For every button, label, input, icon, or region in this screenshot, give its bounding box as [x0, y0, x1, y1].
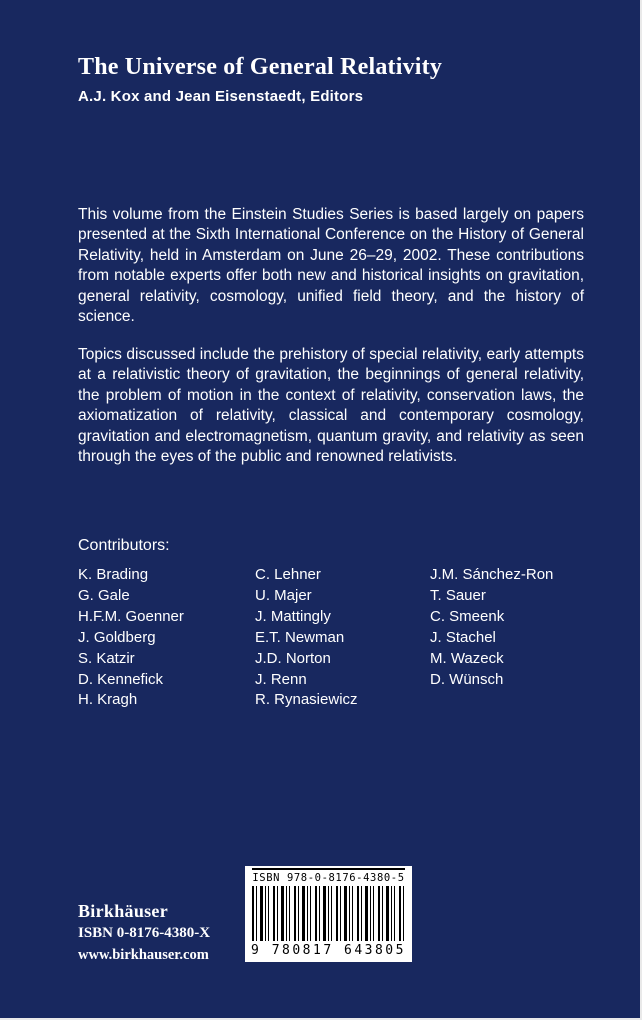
contributor-name: S. Katzir — [78, 649, 135, 667]
contributor-name: G. Gale — [78, 586, 130, 604]
contributor-name: D. Kennefick — [78, 670, 164, 688]
contributor-name: K. Brading — [78, 566, 149, 583]
contributor-name: J. Stachel — [430, 628, 496, 646]
barcode-isbn-text: ISBN 978-0-8176-4380-5 — [252, 868, 405, 884]
contributor-name: D. Wünsch — [430, 670, 504, 688]
contributor-name: C. Smeenk — [430, 607, 505, 625]
description-paragraph-1: This volume from the Einstein Studies Series is based largely on papers presented at the Sixth International Conference on the History of General Relativity, held in Amsterdam on June 26–29, 2002. These contributions from notable experts offer both new and historical insights on gravitation, general relativity, cosmology, unified field theory, and the history of science. — [78, 206, 584, 326]
contributor-name: T. Sauer — [430, 586, 486, 604]
contributor-name: U. Majer — [255, 586, 312, 604]
contributors-column-2 — [255, 565, 430, 711]
contributors-column-1 — [78, 565, 255, 711]
description-paragraph-2: Topics discussed include the prehistory of special relativity, early attempts at a relativistic theory of gravitation, the beginnings of general relativity, the problem of motion in the context of relativity, conservation laws, the axiomatization of relativity, classical and contemporary cosmology, gravitation and electromagnetism, quantum gravity, and relativity as seen through the eyes of the public and renowned relativists. — [78, 346, 584, 466]
publisher-block — [78, 901, 210, 964]
contributor-name: H.F.M. Goenner — [78, 607, 184, 625]
contributor-name: J.M. Sánchez-Ron — [430, 566, 554, 583]
contributor-name: J.D. Norton — [255, 649, 331, 667]
contributor-name: E.T. Newman — [255, 628, 345, 646]
publisher-website: www.birkhauser.com — [78, 947, 209, 963]
contributor-name: R. Rynasiewicz — [255, 691, 358, 709]
contributor-name: J. Goldberg — [78, 628, 156, 646]
barcode — [245, 866, 412, 962]
barcode-number: 9 780817 643805 — [251, 943, 406, 958]
contributor-name: J. Renn — [255, 670, 307, 688]
barcode-bars — [252, 886, 405, 941]
contributor-name: C. Lehner — [255, 566, 321, 583]
contributors-heading: Contributors: — [78, 537, 170, 554]
contributor-name: J. Mattingly — [255, 607, 331, 625]
contributor-name: M. Wazeck — [430, 649, 504, 667]
contributor-name: H. Kragh — [78, 691, 138, 709]
book-title: The Universe of General Relativity — [78, 54, 443, 80]
publisher-isbn: ISBN 0-8176-4380-X — [78, 925, 211, 941]
publisher-logo: Birkhäuser — [78, 901, 169, 921]
editors-line: A.J. Kox and Jean Eisenstaedt, Editors — [78, 88, 364, 105]
contributors-column-3 — [430, 565, 584, 711]
contributors-list — [78, 565, 584, 711]
